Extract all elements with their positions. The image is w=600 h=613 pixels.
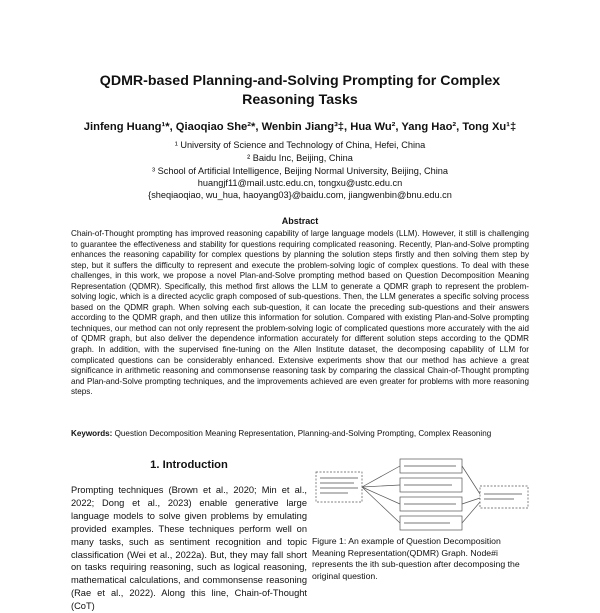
figure-edge — [362, 487, 400, 504]
figure-edge — [462, 502, 480, 523]
author-list: Jinfeng Huang¹*, Qiaoqiao She²*, Wenbin Jiang³‡, Hua Wu², Yang Hao², Tong Xu¹‡ — [83, 121, 517, 133]
affiliation-3: ³ School of Artificial Intelligence, Beijing Normal University, Beijing, China — [152, 166, 448, 176]
figure-edge — [462, 498, 480, 504]
paper-title — [40, 72, 560, 110]
affiliation-2: ² Baidu Inc, Beijing, China — [247, 153, 353, 163]
introduction-text: Prompting techniques (Brown et al., 2020; Min et al., 2022; Dong et al., 2023) enable generative large language models to solve given problems by emulating provided examples. These techniques perform well on many tasks, such as sentiment recognition and topic classification (Wei et al., 2022a). But, they may fall short on tasks requiring reasoning, such as logical reasoning, mathematical calculations, and commonsense reasoning (Rae et al., 2022). Along this line, Chain-of-Thought (CoT) — [71, 485, 307, 612]
keywords — [71, 428, 529, 439]
figure-edge — [362, 466, 400, 487]
affiliation-1: ¹ University of Science and Technology of China, Hefei, China — [174, 140, 426, 150]
figure-answer-box — [480, 486, 528, 508]
email-line-2: {sheqiaoqiao, wu_hua, haoyang03}@baidu.com, jiangwenbin@bnu.edu.cn — [148, 190, 452, 200]
email-line-1: huangjf11@mail.ustc.edu.cn, tongxu@ustc.edu.cn — [197, 178, 403, 188]
figure-edge — [462, 466, 480, 494]
figure-edge — [362, 485, 400, 487]
abstract-heading: Abstract — [281, 216, 319, 226]
abstract-text: Chain-of-Thought prompting has improved reasoning capability of large language models (LLM). However, it still is challenging to guarantee the effectiveness and stability for questions requiring complicated reasoning. Recently, Plan-and-Solve prompting enhances the reasoning capability for complex questions by planning the solution steps firstly and then solving them step by step, but it suffers the difficulty to represent and execute the problem-solving logic of complex questions. To deal with these challenges, in this work, we propose a novel Plan-and-Solve prompting method based on Question Decomposition Meaning Representation (QDMR). Specifically, this method first allows the LLM to generate a QDMR graph to represent the problem-solving logic, which is a directed acyclic graph composed of sub-questions. Then, the LLM generates a specific solving process based on the QDMR graph. When solving each sub-question, it can locate the preceding sub-questions and their answers according to the QDMR graph, and then utilize this information for solution. Compared with existing Plan-and-Solve prompting techniques, our method can not only represent the problem-solving logic of complicated questions more accurately with the aid of QDMR graph, but also deliver the dependence information accurately for different solution steps according to the QDMR graph. In addition, with the supervised fine-tuning on the Allen Institute dataset, the decomposing capability of LLM for complicated questions can be considerably enhanced. Extensive experiments show that our method has achieve a great significance in arithmetic reasoning and commonsense reasoning task by comparing the classical Chain-of-Thought prompting and Plan-and-Solve prompting techniques, and the improvements achieved are even greater for problems with more reasoning steps. — [71, 229, 529, 397]
title-line-2: Reasoning Tasks — [242, 92, 358, 108]
keywords-label: Keywords: — [71, 429, 113, 438]
title-line-1: QDMR-based Planning-and-Solving Prompting for Complex — [99, 73, 501, 89]
figure-edge — [362, 487, 400, 523]
keywords-text: Question Decomposition Meaning Representation, Planning-and-Solving Prompting, Complex Reasoning — [112, 429, 492, 438]
qdmr-graph-figure — [314, 456, 532, 536]
section-heading-introduction: 1. Introduction — [150, 459, 228, 471]
figure-caption: Figure 1: An example of Question Decomposition Meaning Representation(QDMR) Graph. Node#i represents the ith sub-question after decomposing the original question. — [312, 536, 520, 581]
